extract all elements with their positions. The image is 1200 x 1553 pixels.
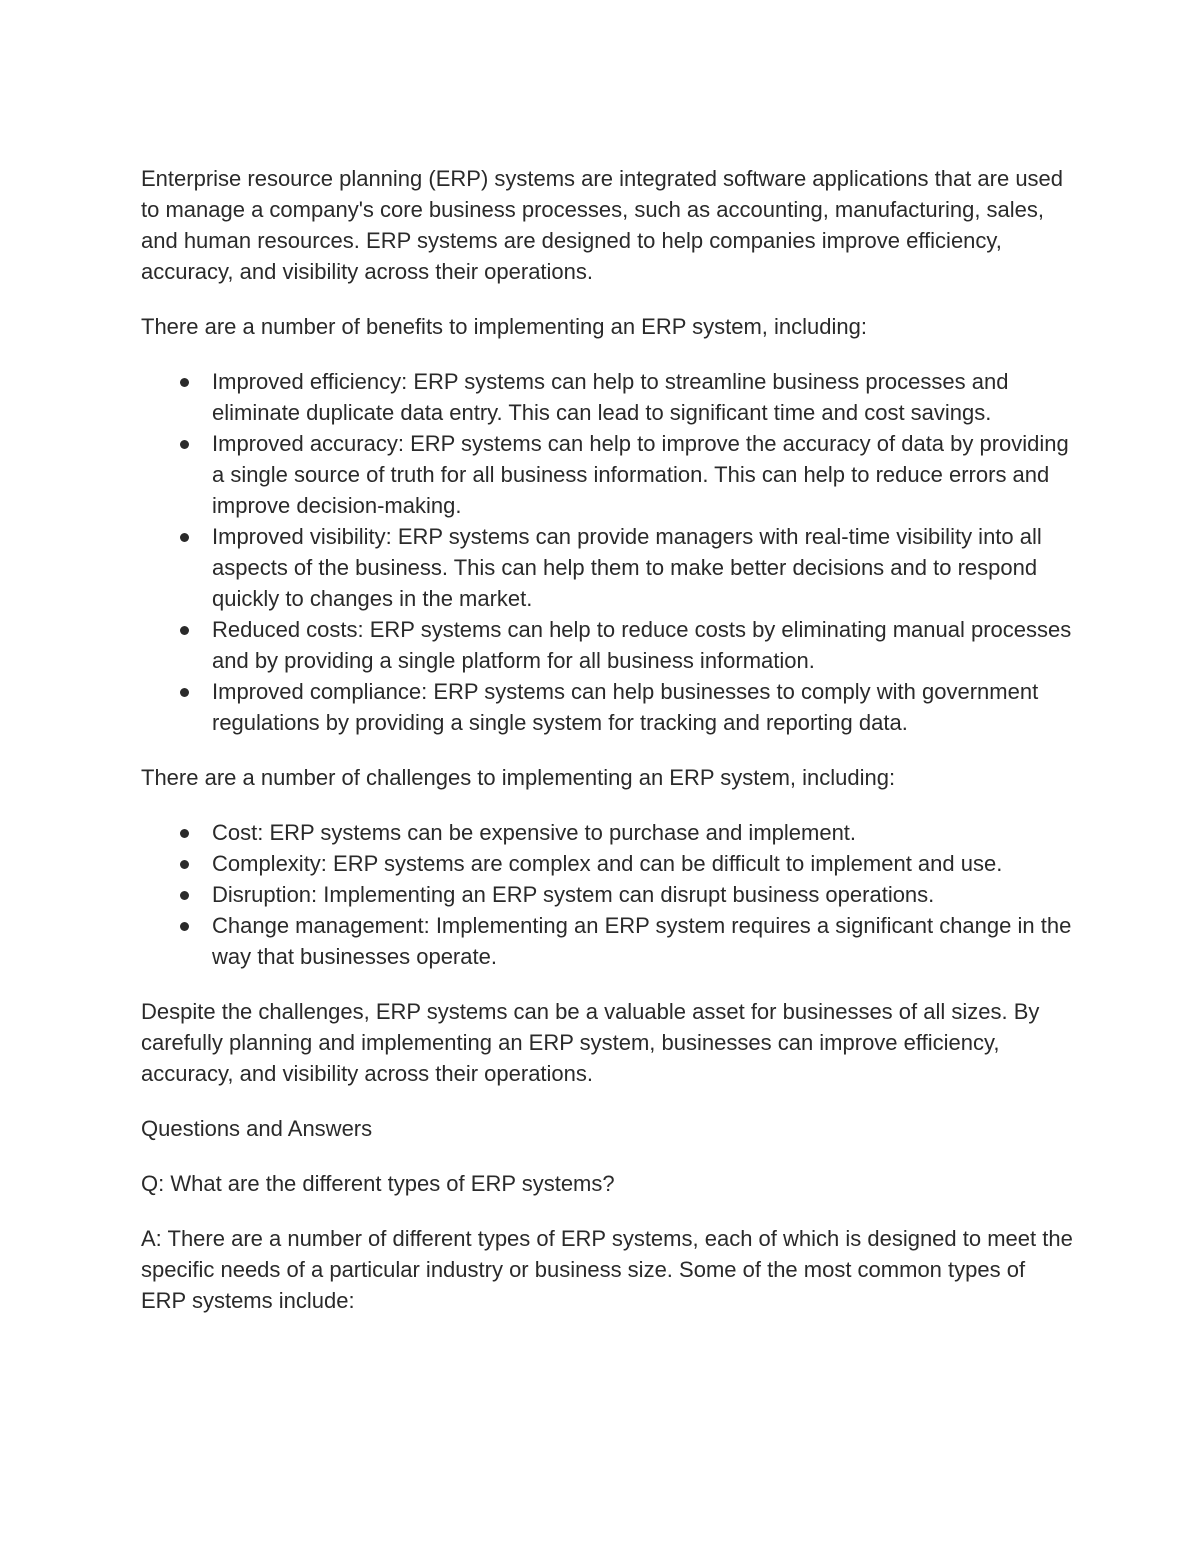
bullet-icon <box>180 829 189 838</box>
list-item: Cost: ERP systems can be expensive to purchase and implement. <box>212 817 1076 848</box>
list-item: Disruption: Implementing an ERP system can disrupt business operations. <box>212 879 1076 910</box>
bullet-icon <box>180 626 189 635</box>
benefits-list <box>141 366 1076 738</box>
list-item: Change management: Implementing an ERP system requires a significant change in the way that businesses operate. <box>212 910 1076 972</box>
bullet-icon <box>180 378 189 387</box>
challenges-intro: There are a number of challenges to implementing an ERP system, including: <box>141 765 896 790</box>
intro-paragraph: Enterprise resource planning (ERP) systems are integrated software applications that are used to manage a company's core business processes, such as accounting, manufacturing, sales, and human resources. ERP systems are designed to help companies improve efficiency, accuracy, and visibility across their operations. <box>141 166 1064 284</box>
bullet-icon <box>180 440 189 449</box>
bullet-icon <box>180 688 189 697</box>
qa-heading: Questions and Answers <box>141 1116 373 1141</box>
list-item: Improved visibility: ERP systems can provide managers with real-time visibility into all aspects of the business. This can help them to make better decisions and to respond quickly to changes in the market. <box>212 521 1076 614</box>
bullet-icon <box>180 891 189 900</box>
challenges-list <box>141 817 1076 972</box>
list-item: Complexity: ERP systems are complex and can be difficult to implement and use. <box>212 848 1076 879</box>
document-page <box>141 163 1076 1340</box>
bullet-icon <box>180 533 189 542</box>
conclusion-paragraph: Despite the challenges, ERP systems can be a valuable asset for businesses of all sizes. By carefully planning and implementing an ERP system, businesses can improve efficiency, accuracy, and visibility across their operations. <box>141 999 1040 1086</box>
bullet-icon <box>180 922 189 931</box>
benefits-intro: There are a number of benefits to implementing an ERP system, including: <box>141 314 867 339</box>
list-item: Improved efficiency: ERP systems can help to streamline business processes and eliminate duplicate data entry. This can lead to significant time and cost savings. <box>212 366 1076 428</box>
list-item: Improved accuracy: ERP systems can help to improve the accuracy of data by providing a single source of truth for all business information. This can help to reduce errors and improve decision-making. <box>212 428 1076 521</box>
bullet-icon <box>180 860 189 869</box>
answer-1: A: There are a number of different types of ERP systems, each of which is designed to meet the specific needs of a particular industry or business size. Some of the most common types of ERP systems include: <box>141 1226 1073 1313</box>
list-item: Improved compliance: ERP systems can help businesses to comply with government regulations by providing a single system for tracking and reporting data. <box>212 676 1076 738</box>
question-1: Q: What are the different types of ERP systems? <box>141 1171 615 1196</box>
list-item: Reduced costs: ERP systems can help to reduce costs by eliminating manual processes and by providing a single platform for all business information. <box>212 614 1076 676</box>
